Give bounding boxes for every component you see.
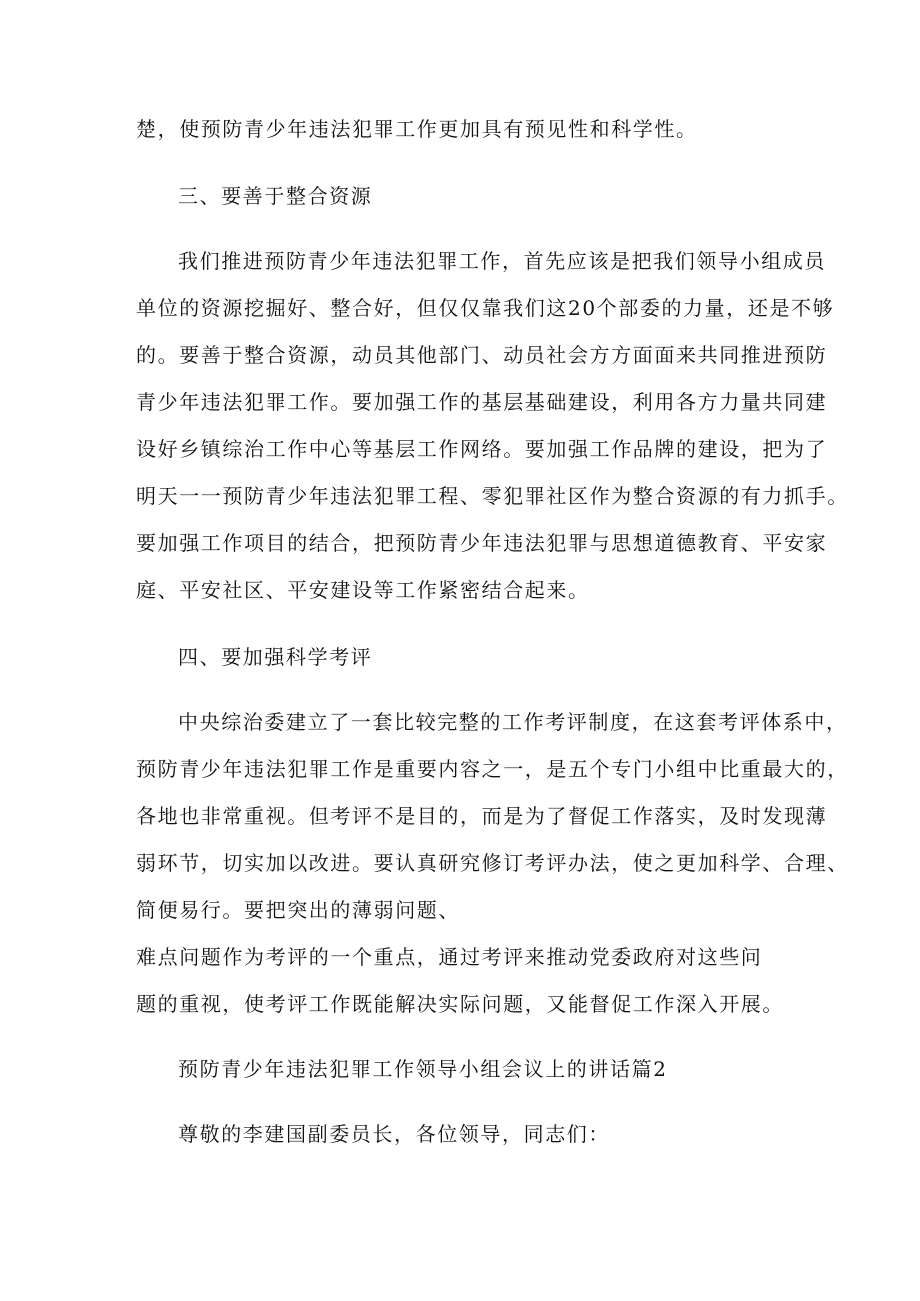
paragraph-line: 弱环节，切实加以改进。要认真研究修订考评办法，使之更加科学、合理、 — [136, 851, 849, 875]
paragraph-line: 明天一一预防青少年违法犯罪工程、零犯罪社区作为整合资源的有力抓手。 — [136, 484, 849, 508]
paragraph-line: 楚，使预防青少年违法犯罪工作更加具有预见性和科学性。 — [136, 117, 698, 141]
paragraph-line: 单位的资源挖掘好、整合好，但仅仅靠我们这20个部委的力量，还是不够 — [136, 296, 835, 320]
paragraph-line: 中央综治委建立了一套比较完整的工作考评制度，在这套考评体系中， — [178, 710, 848, 734]
paragraph-line: 庭、平安社区、平安建设等工作紧密结合起来。 — [136, 578, 590, 602]
paragraph-line: 要加强工作项目的结合，把预防青少年违法犯罪与思想道德教育、平安家 — [136, 531, 828, 555]
paragraph-line: 各地也非常重视。但考评不是目的，而是为了督促工作落实，及时发现薄 — [136, 804, 828, 828]
paragraph-line: 青少年违法犯罪工作。要加强工作的基层基础建设，利用各方力量共同建 — [136, 390, 828, 414]
paragraph-line: 难点问题作为考评的一个重点，通过考评来推动党委政府对这些问 — [136, 945, 763, 969]
paragraph-line: 简便易行。要把突出的薄弱问题、 — [136, 898, 460, 922]
paragraph-line: 题的重视，使考评工作既能解决实际问题，又能督促工作深入开展。 — [136, 992, 784, 1016]
document-title: 预防青少年违法犯罪工作领导小组会议上的讲话篇2 — [178, 1057, 668, 1081]
section-heading: 三、要善于整合资源 — [178, 184, 373, 208]
paragraph-line: 预防青少年违法犯罪工作是重要内容之一，是五个专门小组中比重最大的， — [136, 757, 849, 781]
paragraph-line: 的。要善于整合资源，动员其他部门、动员社会方方面面来共同推进预防 — [136, 343, 828, 367]
section-heading: 四、要加强科学考评 — [178, 645, 373, 669]
paragraph-line: 设好乡镇综治工作中心等基层工作网络。要加强工作品牌的建设，把为了 — [136, 437, 828, 461]
paragraph-line: 我们推进预防青少年违法犯罪工作，首先应该是把我们领导小组成员 — [178, 249, 826, 273]
salutation: 尊敬的李建国副委员长，各位领导，同志们： — [178, 1122, 610, 1146]
